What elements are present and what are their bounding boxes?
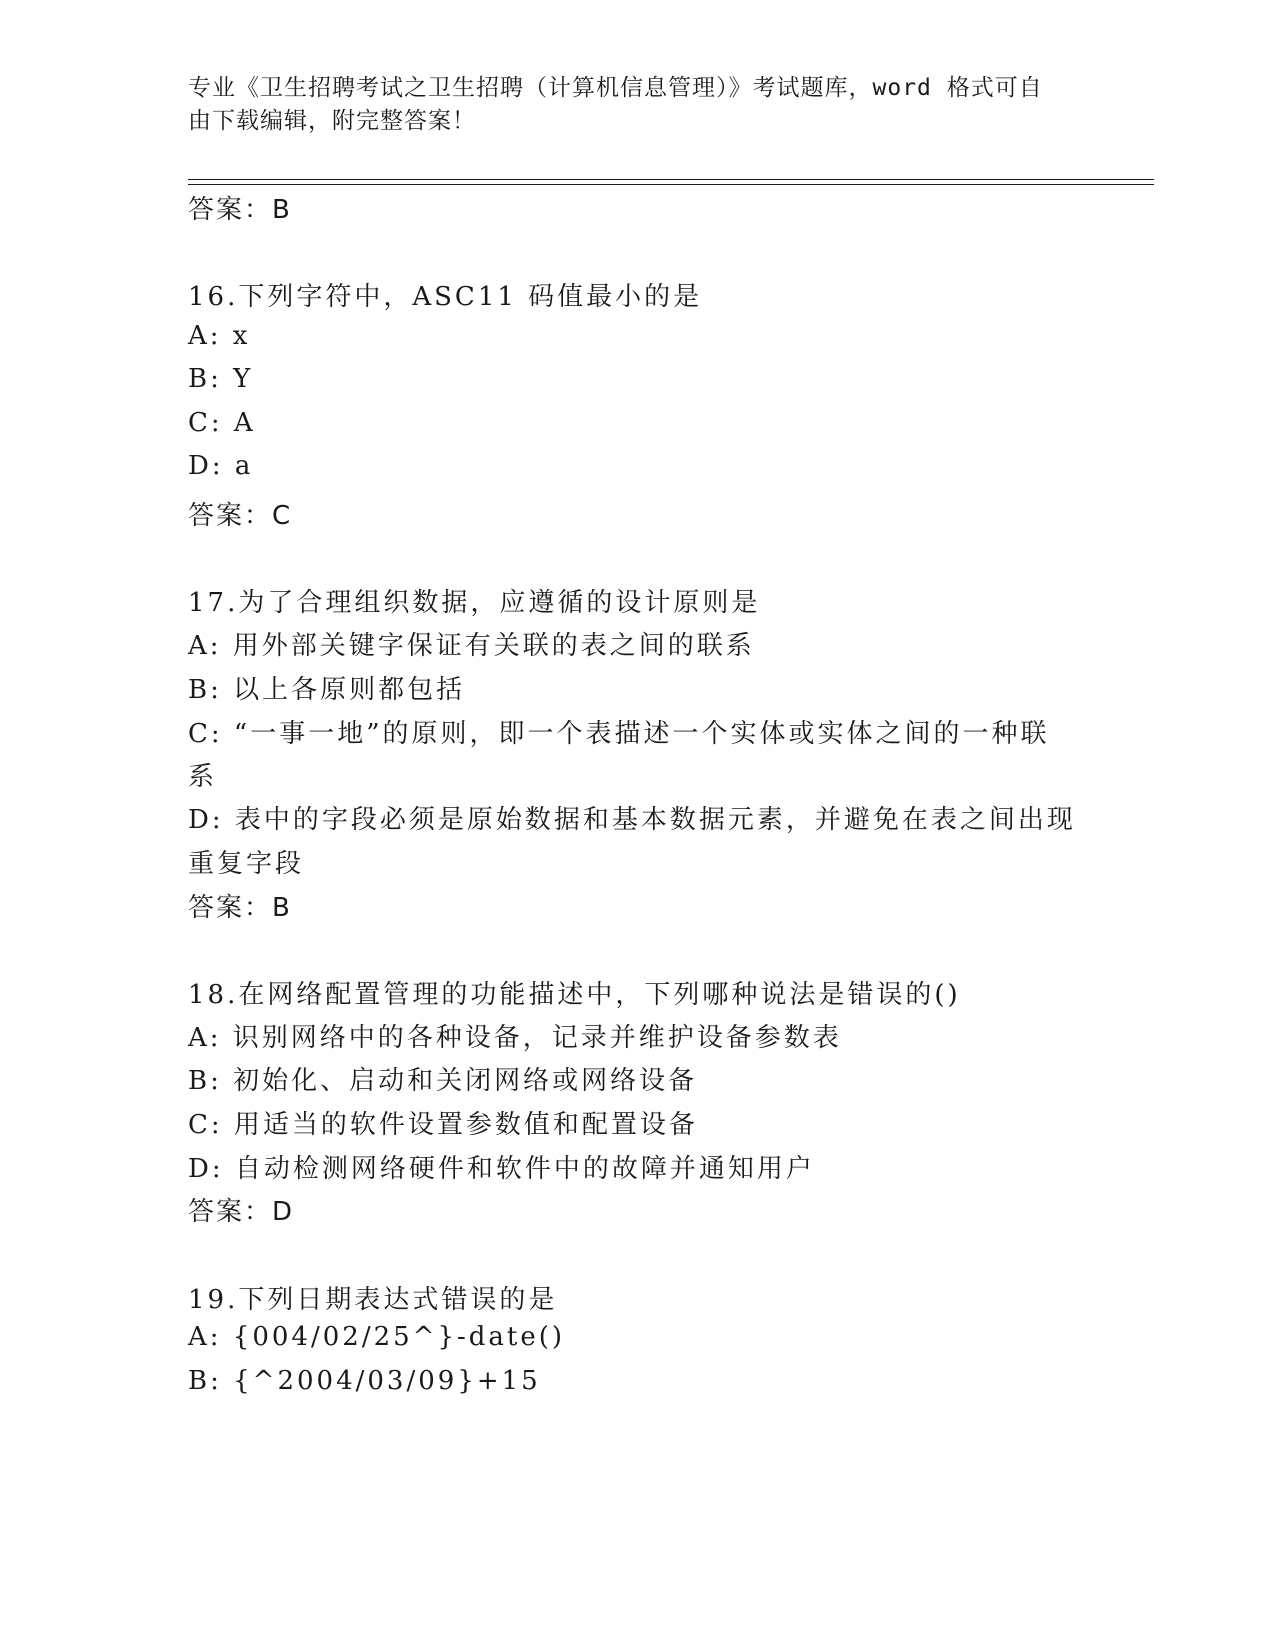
question-18-option-c: C: 用适当的软件设置参数值和配置设备: [188, 1110, 698, 1140]
question-16-option-a: A: x: [188, 321, 251, 351]
header-note-line-2: 由下载编辑，附完整答案！: [188, 108, 476, 134]
question-17-answer: 答案：B: [188, 893, 292, 923]
header-divider-bottom: [188, 184, 1154, 185]
question-19-option-a: A: {004/02/25^}-date(): [188, 1322, 566, 1352]
question-16-option-b: B: Y: [188, 364, 254, 394]
previous-answer: 答案：B: [188, 195, 292, 225]
question-17-option-c-wrap: 系: [188, 762, 218, 792]
question-17-option-d-wrap: 重复字段: [188, 849, 305, 879]
question-17-option-d: D: 表中的字段必须是原始数据和基本数据元素，并避免在表之间出现: [188, 805, 1076, 835]
question-17-stem: 17.为了合理组织数据，应遵循的设计原则是: [188, 588, 761, 618]
question-19-stem: 19.下列日期表达式错误的是: [188, 1285, 558, 1315]
question-16-option-c: C: A: [188, 408, 256, 438]
question-17-option-a: A: 用外部关键字保证有关联的表之间的联系: [188, 631, 755, 661]
question-18-stem: 18.在网络配置管理的功能描述中，下列哪种说法是错误的(): [188, 980, 961, 1010]
header-note-line-1: 专业《卫生招聘考试之卫生招聘（计算机信息管理）》考试题库，word 格式可自: [188, 75, 1043, 101]
document-header-note: [188, 72, 1068, 138]
question-18-option-b: B: 初始化、启动和关闭网络或网络设备: [188, 1066, 698, 1096]
question-18-option-d: D: 自动检测网络硬件和软件中的故障并通知用户: [188, 1154, 815, 1184]
header-divider-top: [188, 179, 1154, 180]
question-18-answer: 答案：D: [188, 1197, 295, 1227]
question-19-option-b: B: {^2004/03/09}+15: [188, 1366, 541, 1396]
question-16-answer: 答案：C: [188, 501, 293, 531]
question-17-option-b: B: 以上各原则都包括: [188, 675, 466, 705]
question-18-option-a: A: 识别网络中的各种设备，记录并维护设备参数表: [188, 1023, 842, 1053]
question-16-option-d: D: a: [188, 451, 254, 481]
question-16-stem: 16.下列字符中，ASC11 码值最小的是: [188, 282, 703, 312]
question-17-option-c: C: “一事一地”的原则，即一个表描述一个实体或实体之间的一种联: [188, 719, 1050, 749]
